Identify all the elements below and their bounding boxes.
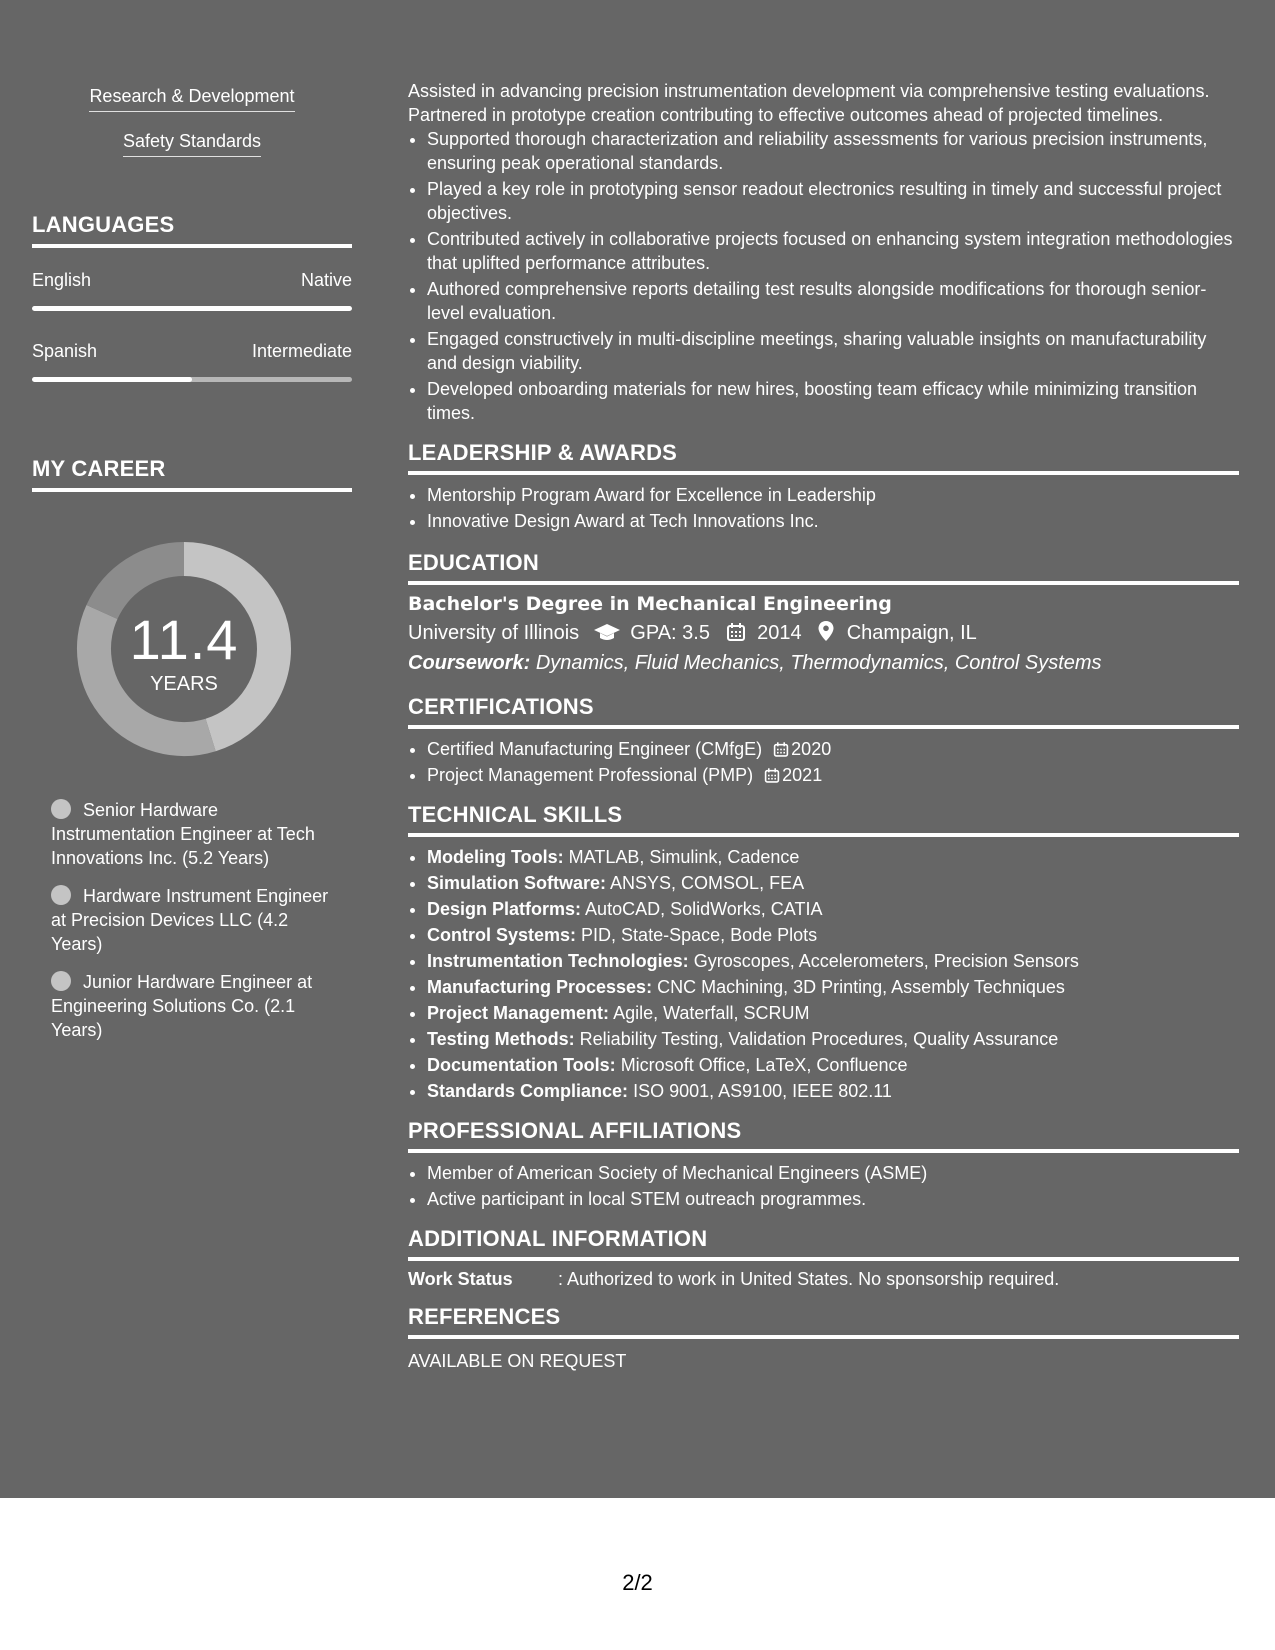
list-item: • Member of American Society of Mechanical Engineers (ASME) bbox=[427, 1161, 1239, 1185]
language-level-fill bbox=[32, 377, 192, 382]
work-status-label: Work Status bbox=[408, 1269, 513, 1289]
career-total-years: 11.4 bbox=[129, 608, 239, 671]
calendar-icon bbox=[773, 741, 789, 758]
coursework-value: Dynamics, Fluid Mechanics, Thermodynamics, Control Systems bbox=[535, 652, 1102, 674]
career-list bbox=[32, 798, 352, 1042]
skill-item: • Control Systems: PID, State-Space, Bode Plots bbox=[427, 923, 1239, 947]
leadership-list bbox=[408, 483, 1239, 533]
gpa: GPA: 3.5 bbox=[630, 622, 710, 644]
strengths-tags bbox=[32, 84, 352, 174]
skill-item: • Documentation Tools: Microsoft Office, LaTeX, Confluence bbox=[427, 1053, 1239, 1077]
leadership-heading: LEADERSHIP & AWARDS bbox=[408, 439, 1239, 475]
location-pin-icon bbox=[817, 620, 835, 642]
experience-summary: Assisted in advancing precision instrumentation development via comprehensive testing evaluations. Partnered in prototype creation contributing to effective outcomes ahead of projected timelines. bbox=[408, 81, 1210, 125]
languages-heading: LANGUAGES bbox=[32, 212, 352, 248]
career-heading: MY CAREER bbox=[32, 456, 352, 492]
skill-item: • Standards Compliance: ISO 9001, AS9100, IEEE 802.11 bbox=[427, 1079, 1239, 1103]
language-name: English bbox=[32, 270, 92, 290]
list-item: • Project Management Professional (PMP) 2021 bbox=[427, 763, 1239, 787]
school-location: Champaign, IL bbox=[846, 622, 977, 644]
skill-item: • Manufacturing Processes: CNC Machining, 3D Printing, Assembly Techniques bbox=[427, 975, 1239, 999]
work-status-row bbox=[408, 1267, 1239, 1291]
certifications-heading: CERTIFICATIONS bbox=[408, 693, 1239, 729]
list-item: • Engaged constructively in multi-discipline meetings, sharing valuable insights on manufacturability and design viability. bbox=[427, 327, 1239, 375]
calendar-icon bbox=[764, 767, 780, 784]
language-item bbox=[32, 339, 352, 382]
skill-item: • Simulation Software: ANSYS, COMSOL, FEA bbox=[427, 871, 1239, 895]
right-column bbox=[408, 79, 1239, 1373]
language-level: Intermediate bbox=[251, 341, 352, 361]
skill-item: • Design Platforms: AutoCAD, SolidWorks, CATIA bbox=[427, 897, 1239, 921]
list-item: • Played a key role in prototyping sensor readout electronics resulting in timely and successful project objectives. bbox=[427, 177, 1239, 225]
career-item: Junior Hardware Engineer at Engineering Solutions Co. (2.1 Years) bbox=[51, 972, 313, 1040]
language-name: Spanish bbox=[32, 341, 98, 361]
skill-item: • Testing Methods: Reliability Testing, Validation Procedures, Quality Assurance bbox=[427, 1027, 1239, 1051]
career-years-label: YEARS bbox=[150, 673, 218, 695]
education-heading: EDUCATION bbox=[408, 549, 1239, 585]
language-level: Native bbox=[300, 270, 352, 290]
list-item: • Authored comprehensive reports detailing test results alongside modifications for thorough senior-level evaluation. bbox=[427, 277, 1239, 325]
education-meta bbox=[408, 619, 1239, 647]
certifications-list bbox=[408, 737, 1239, 787]
affiliations-heading: PROFESSIONAL AFFILIATIONS bbox=[408, 1117, 1239, 1153]
references-heading: REFERENCES bbox=[408, 1303, 1239, 1339]
degree-title: Bachelor's Degree in Mechanical Engineering bbox=[408, 593, 892, 615]
career-dot-icon bbox=[51, 971, 71, 991]
technical-skills-heading: TECHNICAL SKILLS bbox=[408, 801, 1239, 837]
language-level-bar bbox=[32, 377, 352, 382]
language-level-fill bbox=[32, 306, 352, 311]
calendar-icon bbox=[726, 622, 746, 642]
list-item: • Active participant in local STEM outreach programmes. bbox=[427, 1187, 1239, 1211]
experience-bullets bbox=[408, 127, 1239, 425]
tag: Safety Standards bbox=[123, 129, 261, 157]
graduation-year: 2014 bbox=[757, 622, 802, 644]
school-name: University of Illinois bbox=[408, 622, 580, 644]
work-status-value: : Authorized to work in United States. No sponsorship required. bbox=[558, 1269, 1060, 1289]
career-item: Hardware Instrument Engineer at Precision Devices LLC (4.2 Years) bbox=[51, 886, 329, 954]
coursework-label: Coursework: bbox=[408, 652, 531, 674]
language-item bbox=[32, 268, 352, 311]
graduation-cap-icon bbox=[593, 622, 621, 642]
page-number: 2/2 bbox=[622, 1570, 653, 1595]
skill-item: • Instrumentation Technologies: Gyroscopes, Accelerometers, Precision Sensors bbox=[427, 949, 1239, 973]
skill-item: • Modeling Tools: MATLAB, Simulink, Cadence bbox=[427, 845, 1239, 869]
list-item: • Certified Manufacturing Engineer (CMfgE) 2020 bbox=[427, 737, 1239, 761]
affiliations-list bbox=[408, 1161, 1239, 1211]
career-dot-icon bbox=[51, 799, 71, 819]
references-text: AVAILABLE ON REQUEST bbox=[408, 1351, 627, 1371]
skill-item: • Project Management: Agile, Waterfall, SCRUM bbox=[427, 1001, 1239, 1025]
list-item: • Supported thorough characterization and reliability assessments for various precision instruments, ensuring peak operational standards. bbox=[427, 127, 1239, 175]
list-item: • Innovative Design Award at Tech Innovations Inc. bbox=[427, 509, 1239, 533]
career-item: Senior Hardware Instrumentation Engineer at Tech Innovations Inc. (5.2 Years) bbox=[51, 800, 315, 868]
list-item: • Developed onboarding materials for new hires, boosting team efficacy while minimizing transition times. bbox=[427, 377, 1239, 425]
skills-list bbox=[408, 845, 1239, 1103]
career-dot-icon bbox=[51, 885, 71, 905]
list-item: • Mentorship Program Award for Excellence in Leadership bbox=[427, 483, 1239, 507]
left-column bbox=[32, 84, 352, 1056]
list-item: • Contributed actively in collaborative projects focused on enhancing system integration methodologies that uplifted performance attributes. bbox=[427, 227, 1239, 275]
tag: Research & Development bbox=[89, 84, 294, 112]
coursework bbox=[408, 649, 1239, 677]
additional-info-heading: ADDITIONAL INFORMATION bbox=[408, 1225, 1239, 1261]
language-level-bar bbox=[32, 306, 352, 311]
career-donut-chart bbox=[71, 536, 297, 762]
